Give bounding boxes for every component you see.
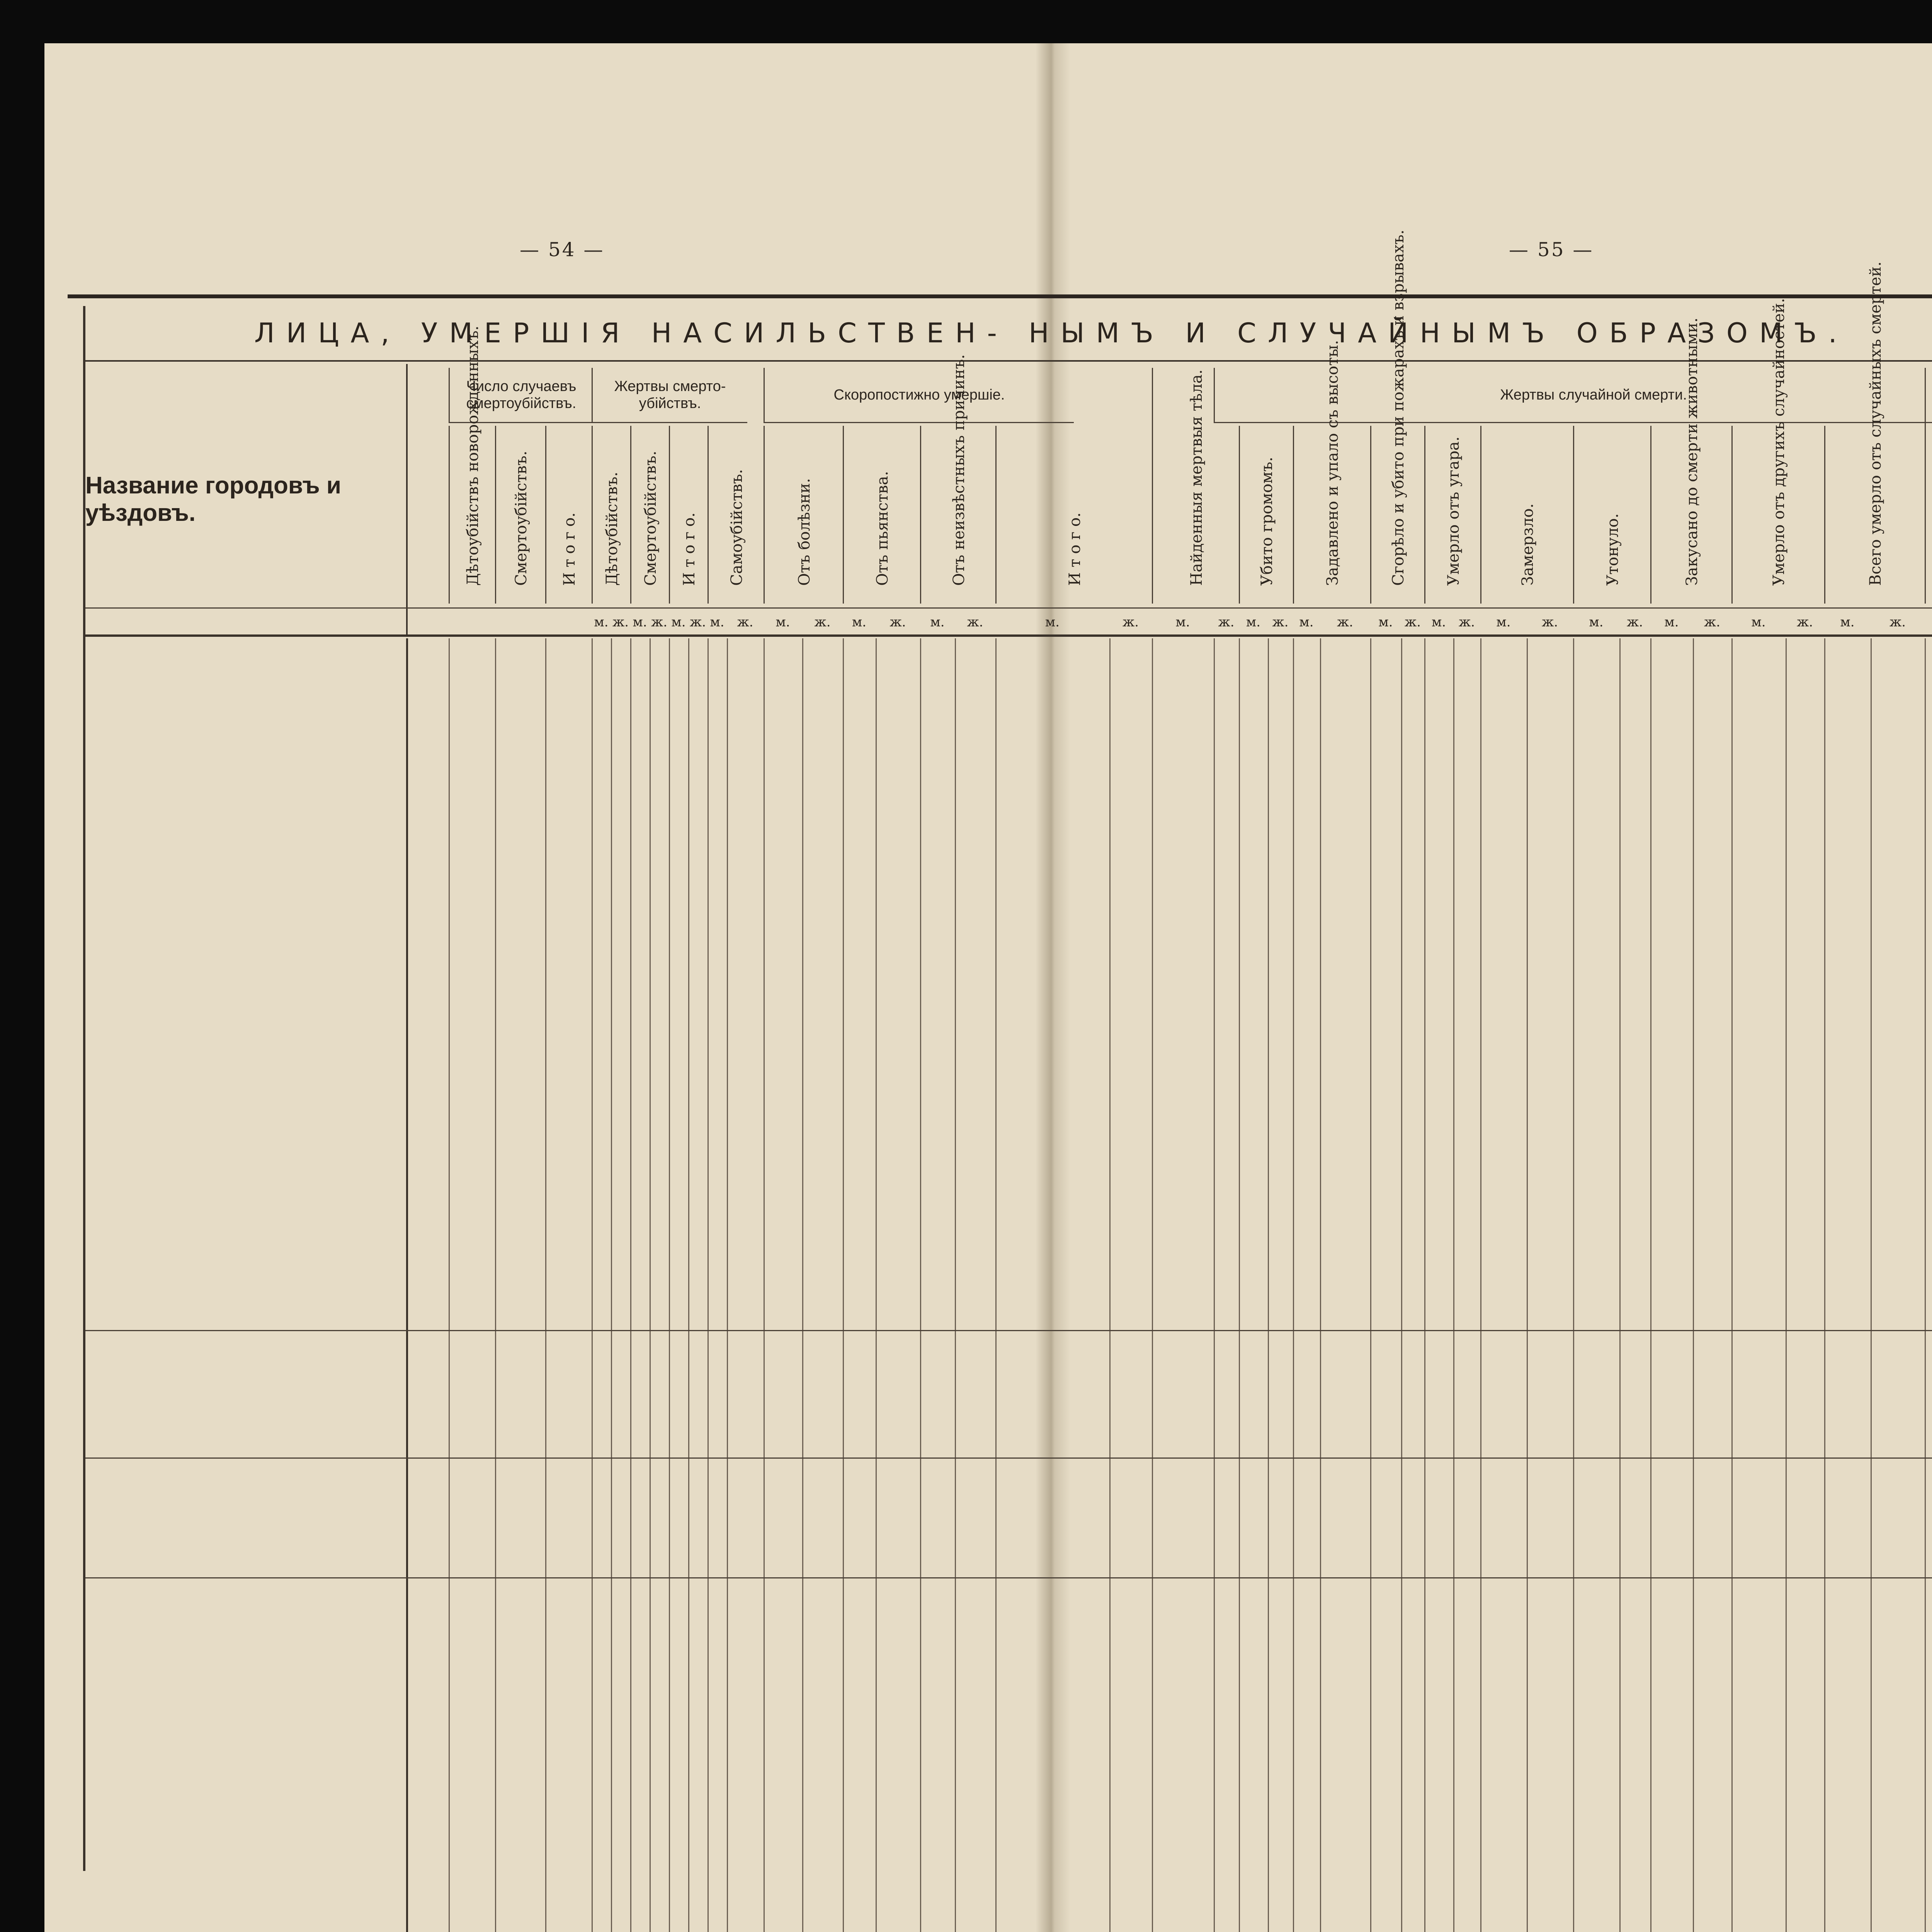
column-header-label: И т о г о. <box>680 512 698 586</box>
group-header-accidents: Жертвы случайной смерти. <box>1214 368 1932 423</box>
sex-label-m: м. <box>852 614 867 630</box>
column-header-5 <box>630 426 670 604</box>
sex-label-m: м. <box>633 614 647 630</box>
column-header-1 <box>449 325 496 604</box>
name-column-divider <box>406 638 408 1932</box>
column-header-label: Найденныя мертвыя тѣла. <box>1187 369 1206 586</box>
sex-label-f: ж. <box>651 614 668 630</box>
column-header-12 <box>1152 368 1240 604</box>
sex-label-f: ж. <box>1337 614 1354 630</box>
sex-label-m: м. <box>710 614 724 630</box>
column-divider <box>630 638 631 1932</box>
sex-label-m: м. <box>1045 614 1060 630</box>
column-divider <box>669 638 670 1932</box>
column-divider <box>1527 638 1528 1932</box>
sex-label-m: м. <box>1840 614 1855 630</box>
sex-label-m: м. <box>1431 614 1446 630</box>
page-number-left: — 54 — <box>520 238 605 261</box>
column-divider <box>1239 638 1240 1932</box>
sex-label-f: ж. <box>689 614 706 630</box>
column-divider <box>1786 638 1787 1932</box>
column-header-21 <box>1824 261 1926 604</box>
column-header-label: Дѣтоубійствъ новорожденныхъ. <box>464 325 482 586</box>
sex-label-f: ж. <box>814 614 831 630</box>
page-number-right: — 55 — <box>1509 238 1594 261</box>
column-header-17 <box>1480 426 1574 604</box>
column-header-3 <box>545 426 593 604</box>
group-header-murders: Число случаевъ смертоубійствъ. <box>449 368 593 423</box>
sex-label-f: ж. <box>1796 614 1813 630</box>
column-divider <box>1109 638 1111 1932</box>
book-spread <box>44 43 1932 1932</box>
column-header-label: Умерло отъ угара. <box>1444 436 1463 586</box>
sex-label-f: ж. <box>612 614 629 630</box>
column-header-19 <box>1650 318 1733 604</box>
sex-label-f: ж. <box>1218 614 1235 630</box>
column-divider <box>1925 638 1926 1932</box>
column-header-label: И т о г о. <box>1066 512 1084 586</box>
column-divider <box>1268 638 1269 1932</box>
column-header-16 <box>1424 426 1481 604</box>
column-header-label: Смертоубійствъ. <box>512 451 530 586</box>
column-header-18 <box>1573 426 1651 604</box>
column-divider <box>545 638 546 1932</box>
column-divider <box>876 638 877 1932</box>
column-divider <box>1424 638 1425 1932</box>
column-divider <box>1293 638 1294 1932</box>
column-divider <box>1619 638 1621 1932</box>
column-header-22 <box>1925 368 1932 604</box>
column-header-label: Убито громомъ. <box>1258 457 1276 586</box>
sex-label-m: м. <box>1175 614 1190 630</box>
column-header-7 <box>707 426 765 604</box>
column-divider <box>1731 638 1733 1932</box>
column-divider <box>449 638 450 1932</box>
column-divider <box>1480 638 1481 1932</box>
sex-label-row <box>85 607 1932 636</box>
column-divider <box>1401 638 1402 1932</box>
column-divider <box>688 638 689 1932</box>
sex-label-f: ж. <box>1272 614 1289 630</box>
column-header-label: Сгорѣло и убито при пожарахъ и взрывахъ. <box>1389 230 1407 586</box>
name-column-header: Название городовъ и уѣздовъ. <box>85 364 408 634</box>
column-header-label: Закусано до смерти животными. <box>1683 318 1701 586</box>
sex-label-f: ж. <box>1404 614 1421 630</box>
sex-label-m: м. <box>1496 614 1511 630</box>
column-header-label: Самоубійствъ. <box>728 469 746 586</box>
column-header-label: Замерзло. <box>1519 503 1537 586</box>
column-header-label: Задавлено и упало съ высоты. <box>1324 340 1342 586</box>
total-separator <box>85 1577 1932 1578</box>
column-divider <box>764 638 765 1932</box>
column-header-label: И т о г о. <box>561 512 578 586</box>
sex-label-f: ж. <box>1626 614 1643 630</box>
sex-label-m: м. <box>1589 614 1604 630</box>
sex-label-m: м. <box>1299 614 1314 630</box>
column-divider <box>592 638 593 1932</box>
column-header-label: Отъ неизвѣстныхъ причинъ. <box>950 354 968 586</box>
column-divider <box>920 638 921 1932</box>
column-header-label: Отъ болѣзни. <box>795 478 813 586</box>
column-divider <box>1871 638 1872 1932</box>
column-header-label: Утонуло. <box>1604 513 1622 586</box>
column-header-15 <box>1370 230 1425 604</box>
sex-label-m: м. <box>1664 614 1679 630</box>
sex-label-m: м. <box>1246 614 1261 630</box>
column-divider <box>727 638 728 1932</box>
sex-label-f: ж. <box>967 614 983 630</box>
column-divider <box>1320 638 1321 1932</box>
sex-label-f: ж. <box>1889 614 1906 630</box>
column-header-label: Всего умерло отъ случайныхъ смертей. <box>1867 261 1884 586</box>
top-rule <box>68 294 1932 298</box>
column-divider <box>1824 638 1825 1932</box>
sex-label-f: ж. <box>1458 614 1475 630</box>
column-divider <box>707 638 709 1932</box>
column-divider <box>495 638 496 1932</box>
sex-label-m: м. <box>930 614 945 630</box>
sex-label-f: ж. <box>889 614 906 630</box>
column-divider <box>843 638 844 1932</box>
column-header-6 <box>669 426 709 604</box>
sex-label-f: ж. <box>737 614 753 630</box>
sex-label-f: ж. <box>1122 614 1139 630</box>
total-separator <box>85 1330 1932 1331</box>
group-header-sudden: Скоропостижно умершіе. <box>764 368 1074 423</box>
sex-label-m: м. <box>594 614 609 630</box>
column-header-label: Смертоубійствъ. <box>642 451 660 586</box>
column-header-label: Дѣтоубійствъ. <box>603 471 621 586</box>
sex-label-f: ж. <box>1541 614 1558 630</box>
column-header-8 <box>764 426 844 604</box>
sex-label-m: м. <box>1751 614 1766 630</box>
column-divider <box>802 638 803 1932</box>
column-divider <box>1152 638 1153 1932</box>
column-header-11 <box>995 426 1153 604</box>
column-header-9 <box>843 426 921 604</box>
column-header-14 <box>1293 340 1371 604</box>
sex-label-m: м. <box>776 614 790 630</box>
column-divider <box>995 638 997 1932</box>
sex-label-m: м. <box>1378 614 1393 630</box>
sex-label-f: ж. <box>1704 614 1721 630</box>
column-divider <box>650 638 651 1932</box>
column-divider <box>1693 638 1694 1932</box>
group-header-victims: Жертвы смерто- убійствъ. <box>592 368 747 423</box>
column-header-label: Отъ пьянства. <box>874 471 891 586</box>
column-divider <box>1453 638 1454 1932</box>
column-header-2 <box>495 426 546 604</box>
column-divider <box>1370 638 1371 1932</box>
sex-label-m: м. <box>671 614 686 630</box>
column-divider <box>1650 638 1651 1932</box>
column-divider <box>611 638 612 1932</box>
column-header-10 <box>920 354 997 604</box>
table-title: ЛИЦА, УМЕРШІЯ НАСИЛЬСТВЕН- НЫМЪ И СЛУЧАЙНЫМЪ ОБРАЗОМЪ. <box>85 306 1932 362</box>
column-header-13 <box>1239 426 1294 604</box>
column-divider <box>955 638 956 1932</box>
total-separator <box>85 1458 1932 1459</box>
column-header-label: Умерло отъ другихъ случайностей. <box>1770 298 1788 586</box>
column-divider <box>1214 638 1215 1932</box>
column-header-20 <box>1731 298 1825 604</box>
sex-label-m <box>1925 609 1932 636</box>
column-header-4 <box>592 426 631 604</box>
column-divider <box>1573 638 1574 1932</box>
